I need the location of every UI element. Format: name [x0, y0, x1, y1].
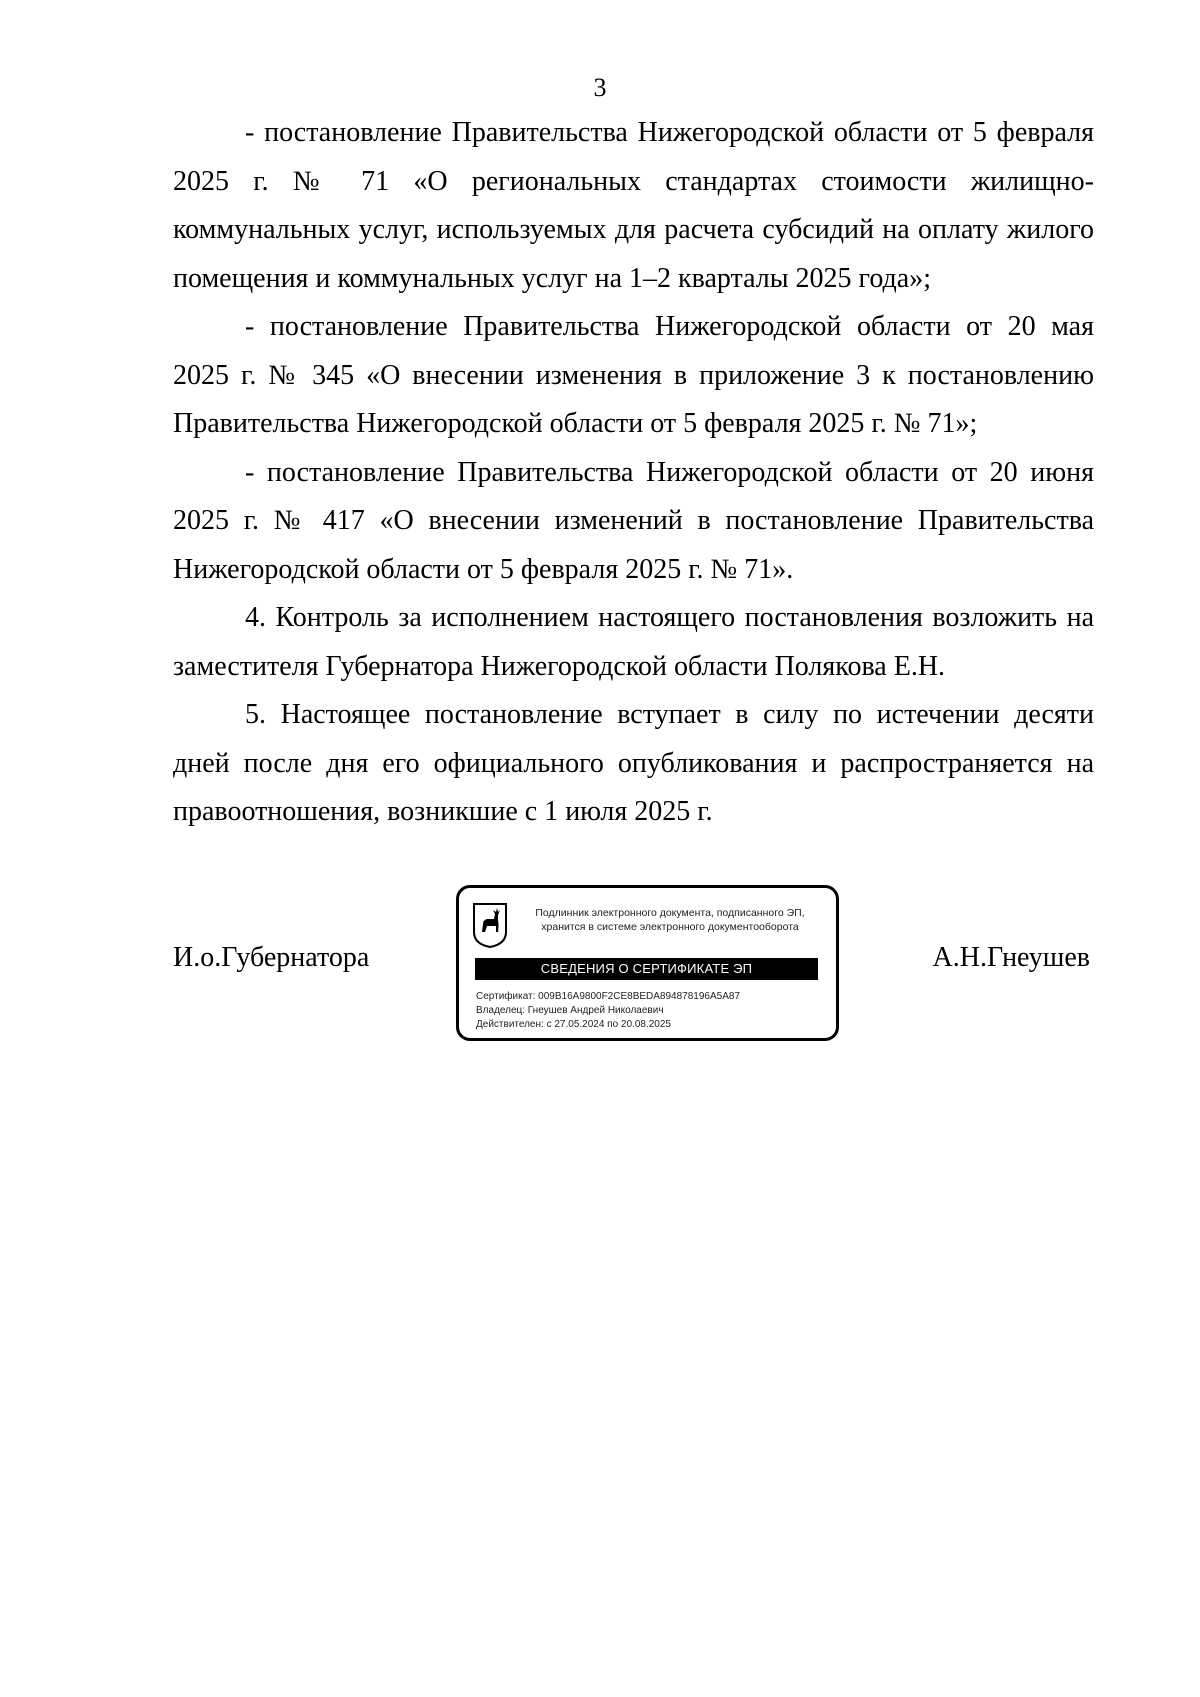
paragraph-decree-345: - постановление Правительства Нижегородской области от 20 мая 2025 г. № 345 «О внесении изменения в приложение 3 к постановлению Правительства Нижегородской области от 5 февраля 2025 г. № 71»; [173, 311, 1094, 439]
certificate-validity: Действителен: с 27.05.2024 по 20.08.2025 [476, 1019, 671, 1030]
certificate-owner: Владелец: Гнеушев Андрей Николаевич [476, 1005, 664, 1016]
stamp-header-line: хранится в системе электронного документооборота [541, 921, 799, 933]
signatory-position: И.о.Губернатора [173, 942, 370, 973]
page-number: 3 [593, 73, 607, 102]
paragraph-effective-date: 5. Настоящее постановление вступает в силу по истечении десяти дней после дня его официального опубликования и распространяется на правоотношения, возникшие с 1 июля 2025 г. [173, 699, 1094, 827]
paragraph-control-clause: 4. Контроль за исполнением настоящего постановления возложить на заместителя Губернатора Нижегородской области Полякова Е.Н. [173, 602, 1094, 682]
deer-coat-of-arms-icon [472, 902, 508, 948]
certificate-info-bar: СВЕДЕНИЯ О СЕРТИФИКАТЕ ЭП [475, 958, 818, 980]
paragraph-decree-71: - постановление Правительства Нижегородской области от 5 февраля 2025 г. № 71 «О региональных стандартах стоимости жилищно-коммунальных услуг, используемых для расчета субсидий на оплату жилого помещения и коммунальных услуг на 1–2 кварталы 2025 года»; [173, 117, 1094, 294]
stamp-header-line: Подлинник электронного документа, подписанного ЭП, [535, 907, 805, 919]
electronic-signature-stamp [456, 885, 839, 1041]
document-body [173, 109, 1094, 837]
signatory-name: А.Н.Гнеушев [932, 942, 1090, 973]
stamp-header [515, 906, 825, 934]
certificate-number: Сертификат: 009B16A9800F2CE8BEDA894878196A5A87 [476, 991, 741, 1002]
certificate-details [476, 990, 740, 1032]
paragraph-decree-417: - постановление Правительства Нижегородской области от 20 июня 2025 г. № 417 «О внесении изменений в постановление Правительства Нижегородской области от 5 февраля 2025 г. № 71». [173, 456, 1094, 585]
